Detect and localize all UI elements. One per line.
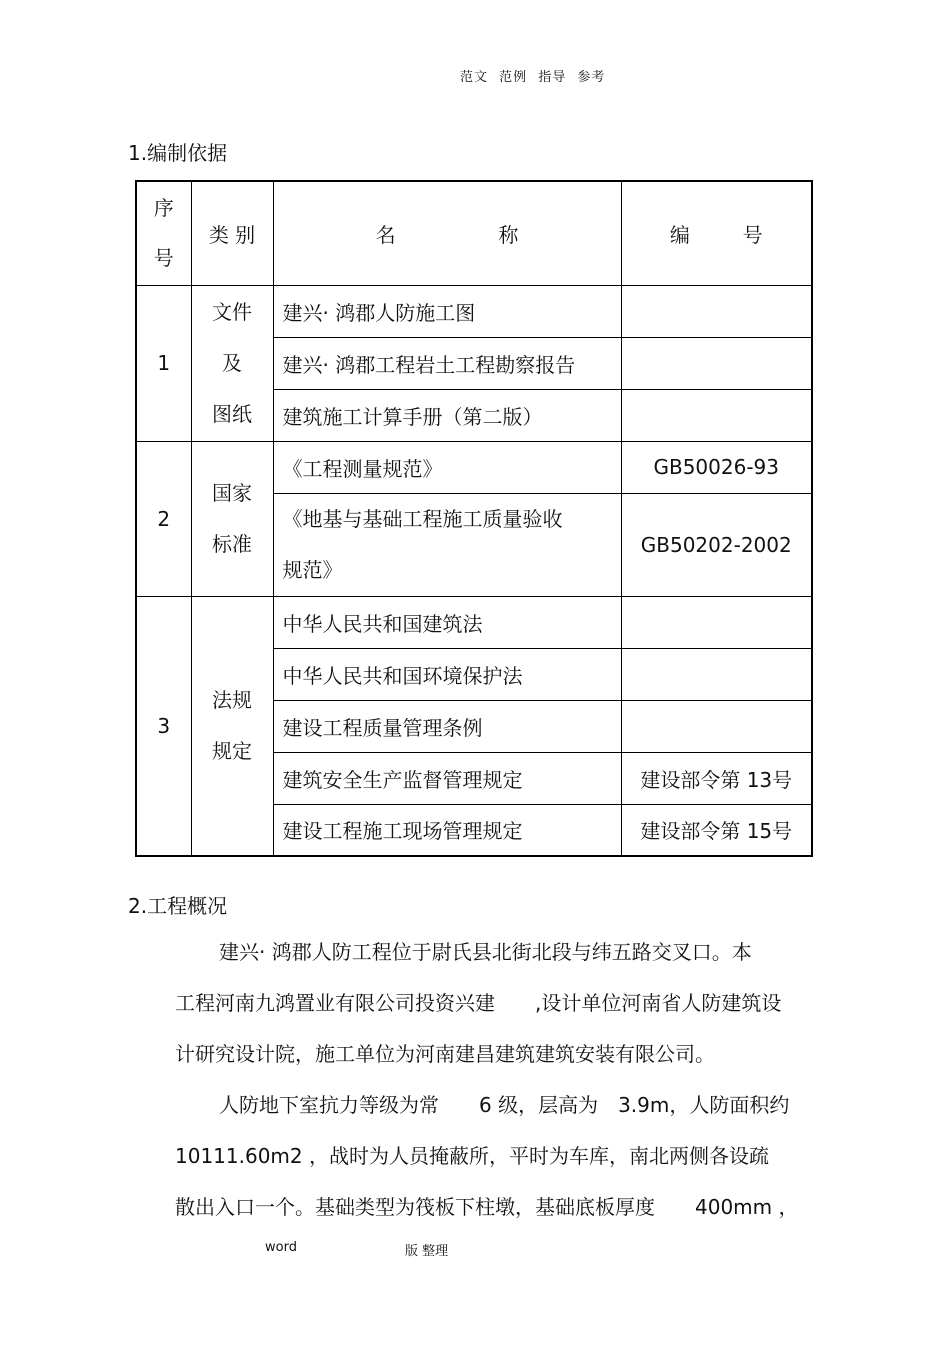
category-line: 国家 — [212, 480, 252, 505]
doc-name: 建设工程施工现场管理规定 — [273, 804, 621, 856]
paragraph-line: 10111.60m2 ，战时为人员掩蔽所，平时为车库，南北两侧各设疏 — [175, 1144, 769, 1168]
group-category — [191, 441, 273, 596]
category-line: 法规 — [212, 687, 252, 712]
doc-code: 建设部令第 15号 — [621, 804, 812, 856]
table-row — [136, 441, 812, 493]
doc-code — [621, 285, 812, 337]
doc-code: GB50026-93 — [621, 441, 812, 493]
doc-name: 建筑安全生产监督管理规定 — [273, 752, 621, 804]
group-seq: 3 — [136, 596, 191, 856]
doc-name: 建设工程质量管理条例 — [273, 700, 621, 752]
doc-name: 建兴· 鸿郡人防施工图 — [273, 285, 621, 337]
category-line: 规定 — [212, 738, 252, 763]
header-seq-bottom: 号 — [153, 246, 174, 271]
category-line: 标准 — [212, 531, 252, 556]
paragraph-line: 散出入口一个。基础类型为筏板下柱墩，基础底板厚度 400mm ， — [175, 1195, 799, 1219]
paragraph-line: 人防地下室抗力等级为常 6 级，层高为 3.9m，人防面积约 — [219, 1093, 790, 1117]
header-code-a: 编 — [669, 222, 690, 247]
header-code — [621, 181, 812, 285]
table-row — [136, 285, 812, 337]
category-line: 及 — [222, 350, 242, 375]
doc-name-line: 规范》 — [282, 557, 343, 582]
basis-table — [135, 180, 813, 857]
doc-code: GB50202-2002 — [621, 493, 812, 596]
doc-name: 中华人民共和国环境保护法 — [273, 648, 621, 700]
group-seq: 1 — [136, 285, 191, 441]
header-name-a: 名 — [375, 222, 396, 247]
section-title-basis: 1.编制依据 — [128, 141, 228, 165]
group-category — [191, 596, 273, 856]
header-category: 类 别 — [191, 181, 273, 285]
footer-right: 版 整理 — [405, 1244, 449, 1259]
doc-name: 中华人民共和国建筑法 — [273, 596, 621, 648]
overview-paragraph-2 — [175, 1080, 815, 1233]
doc-name: 《工程测量规范》 — [273, 441, 621, 493]
doc-name-line: 《地基与基础工程施工质量验收 — [282, 506, 563, 531]
table-header-row — [136, 181, 812, 285]
paragraph-line: 计研究设计院，施工单位为河南建昌建筑建筑安装有限公司。 — [175, 1042, 715, 1066]
doc-code — [621, 700, 812, 752]
page-header: 范文 范例 指导 参考 — [460, 70, 606, 85]
doc-name: 建兴· 鸿郡工程岩土工程勘察报告 — [273, 337, 621, 389]
paragraph-line: 工程河南九鸿置业有限公司投资兴建 ,设计单位河南省人防建筑设 — [175, 991, 782, 1015]
doc-name — [273, 493, 621, 596]
header-seq — [136, 181, 191, 285]
doc-code — [621, 648, 812, 700]
group-category — [191, 285, 273, 441]
footer-left: word — [265, 1240, 297, 1255]
doc-code — [621, 389, 812, 441]
group-seq: 2 — [136, 441, 191, 596]
overview-paragraph-1 — [175, 927, 815, 1080]
paragraph-line: 建兴· 鸿郡人防工程位于尉氏县北街北段与纬五路交叉口。本 — [219, 940, 752, 964]
category-line: 图纸 — [212, 401, 252, 426]
section-title-overview: 2.工程概况 — [128, 894, 228, 918]
doc-code: 建设部令第 13号 — [621, 752, 812, 804]
doc-name: 建筑施工计算手册（第二版） — [273, 389, 621, 441]
header-name — [273, 181, 621, 285]
table-row — [136, 596, 812, 648]
doc-code — [621, 337, 812, 389]
header-seq-top: 序 — [153, 196, 174, 221]
header-name-b: 称 — [498, 222, 519, 247]
category-line: 文件 — [212, 299, 252, 324]
doc-code — [621, 596, 812, 648]
header-code-b: 号 — [742, 222, 763, 247]
